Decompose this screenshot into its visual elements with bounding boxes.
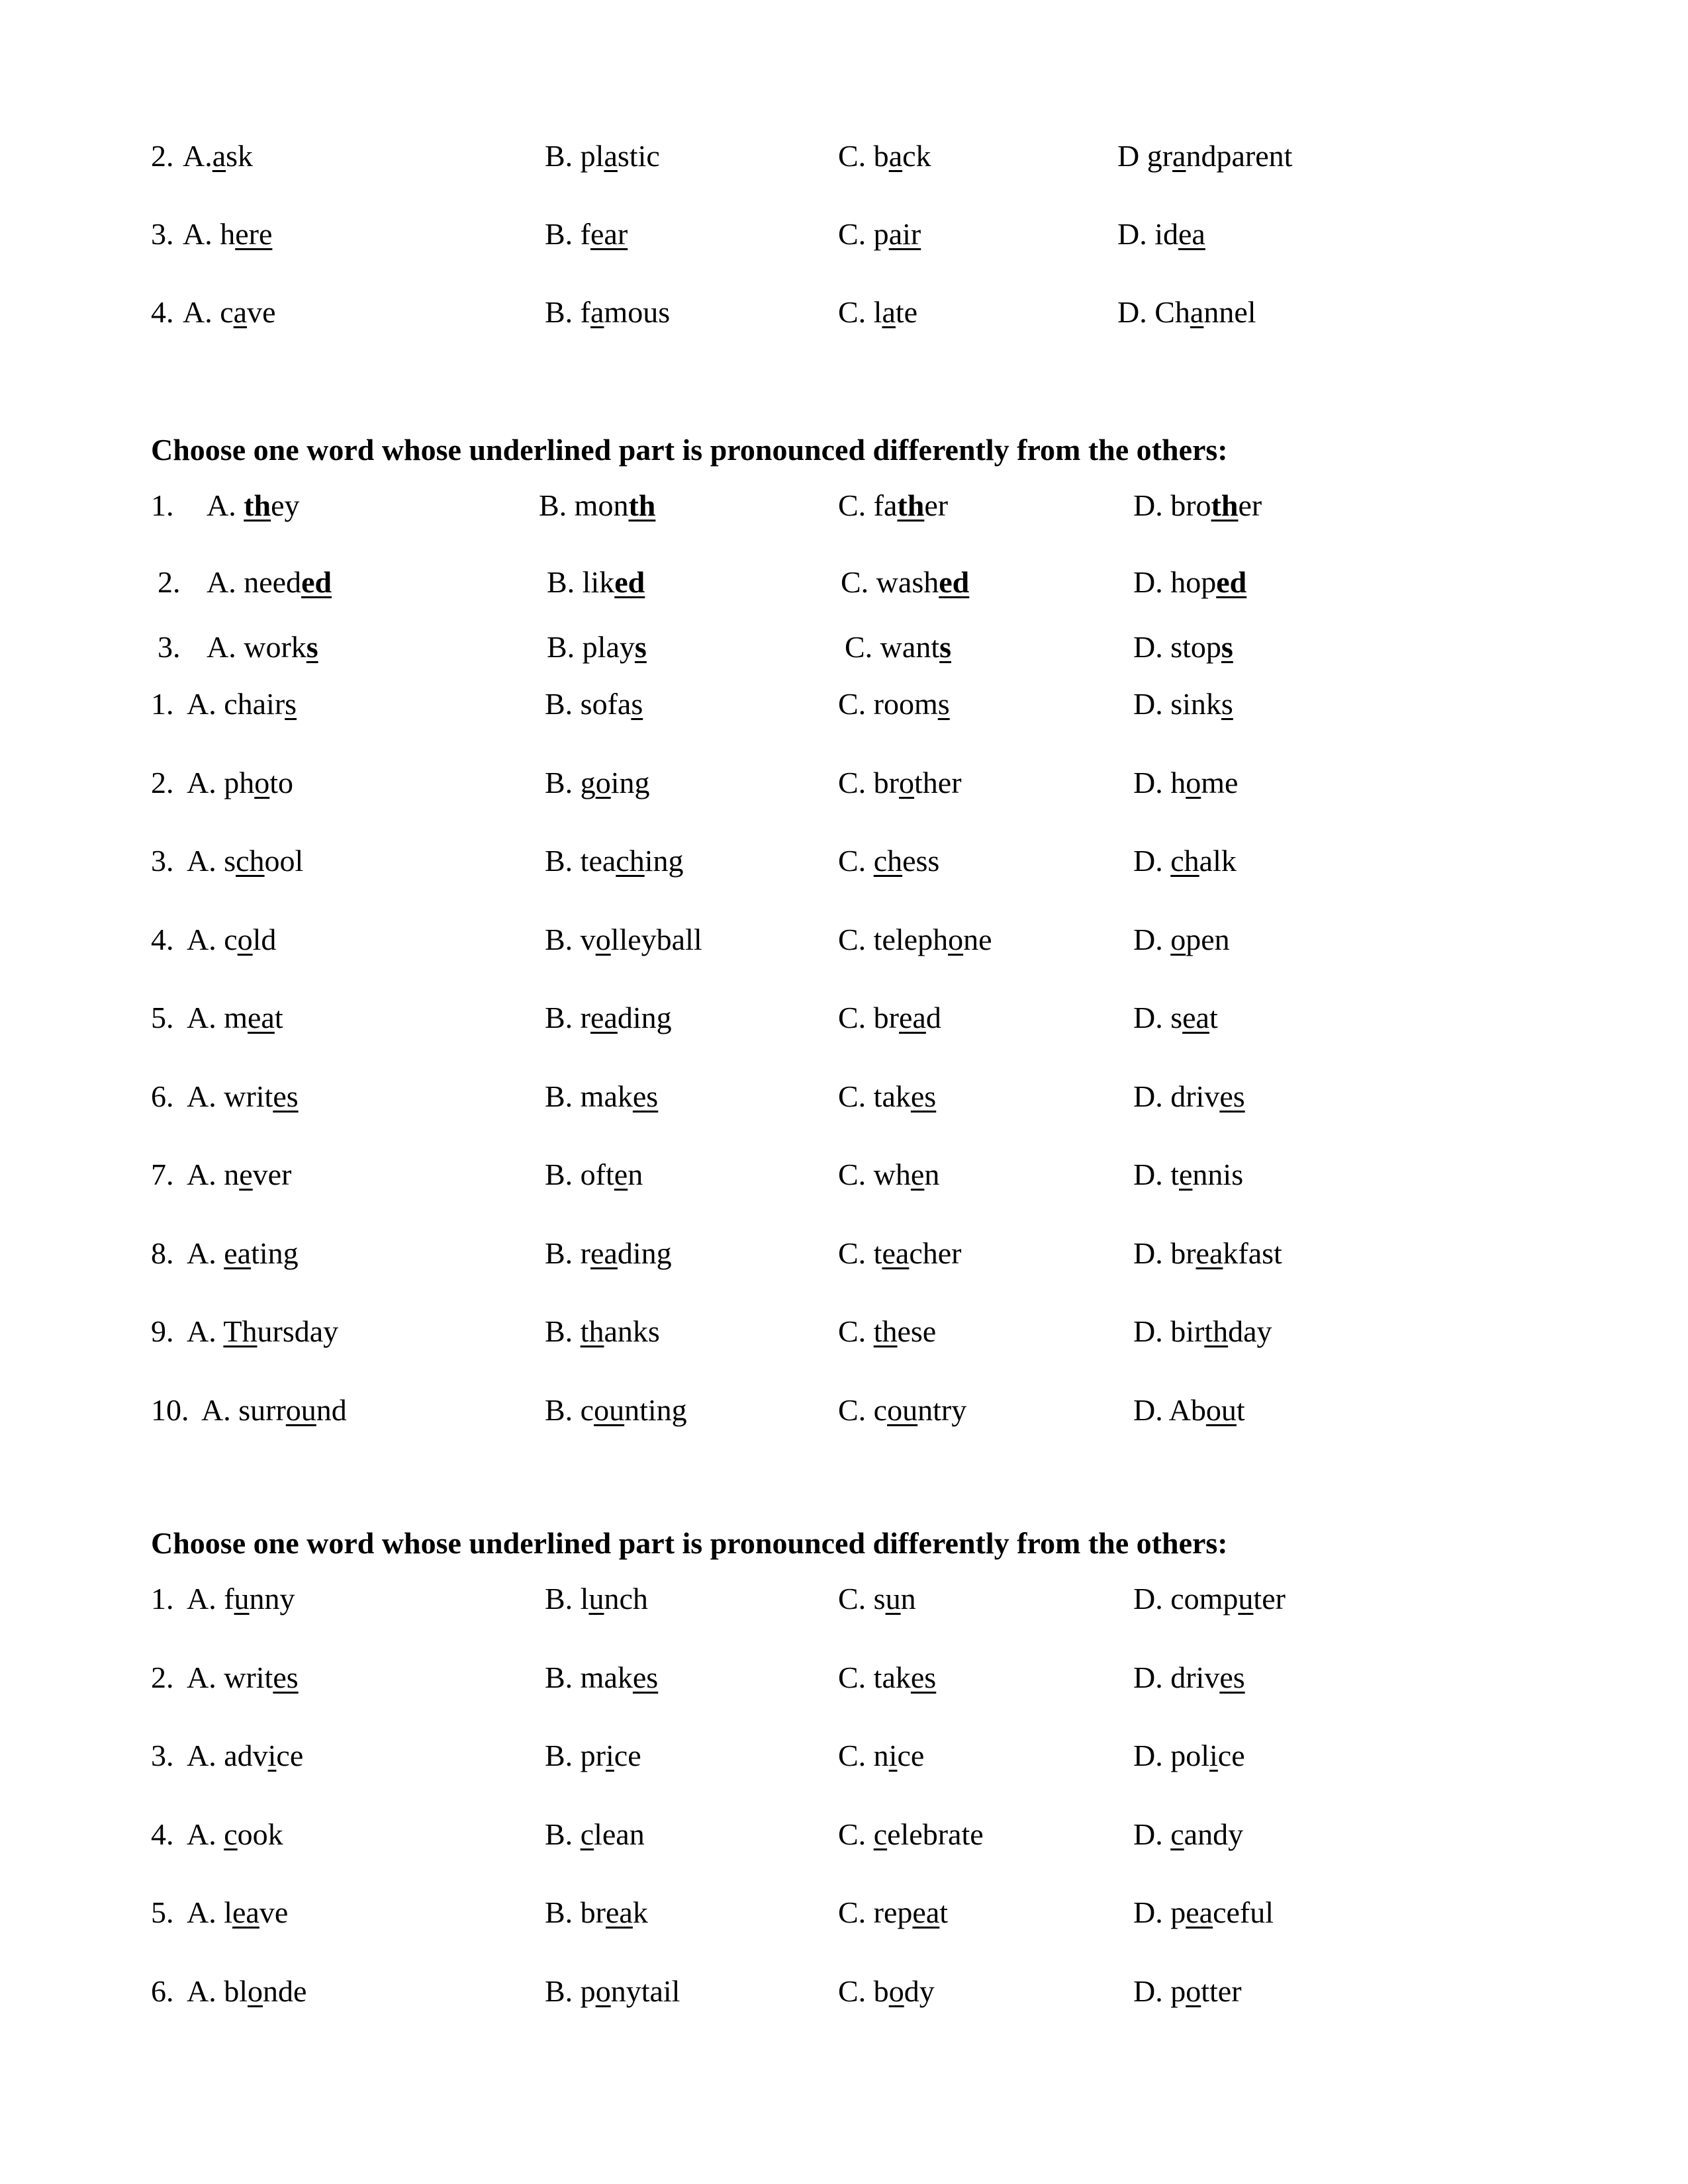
underlined-part: o	[899, 765, 914, 799]
answer-option: A. cold	[187, 922, 277, 956]
answer-option: B. volleyball	[545, 922, 702, 956]
underlined-part: ea	[1186, 1895, 1213, 1929]
answer-option: D. home	[1133, 765, 1239, 799]
underlined-part: s	[937, 687, 950, 721]
section-1-heading: Choose one word whose underlined part is pronounced differently from the others:	[151, 433, 1228, 467]
underlined-part: a	[882, 295, 896, 329]
answer-option: D. candy	[1133, 1817, 1244, 1851]
answer-option: C. when	[838, 1158, 940, 1191]
underlined-part: o	[1186, 1974, 1201, 2008]
underlined-part: ea	[1196, 1236, 1223, 1270]
underlined-part: o	[254, 765, 270, 799]
answer-option: A. advice	[187, 1739, 304, 1772]
answer-option: B. break	[545, 1895, 648, 1929]
question-number: 3.	[151, 1739, 174, 1772]
answer-option: C. rooms	[838, 687, 950, 721]
underlined-part: ou	[887, 1392, 918, 1427]
answer-option: B. clean	[545, 1817, 645, 1851]
answer-option: A. school	[187, 844, 304, 878]
underlined-part: e	[239, 1158, 253, 1191]
question-number: 2.	[151, 139, 174, 173]
answer-option: D. open	[1133, 922, 1230, 956]
answer-option: B. fear	[545, 217, 628, 251]
underlined-part: o	[948, 922, 964, 956]
answer-option: B. makes	[545, 1079, 659, 1113]
underlined-part: c	[224, 1817, 238, 1851]
answer-option: B. sofas	[545, 687, 643, 721]
underlined-part: s	[631, 687, 643, 721]
underlined-part: ed	[614, 565, 645, 599]
underlined-part: ea	[606, 1895, 633, 1929]
underlined-part: i	[606, 1739, 614, 1772]
question-row	[0, 1070, 1688, 1123]
question-row	[0, 913, 1688, 966]
question-row	[0, 1572, 1688, 1625]
answer-option: B. often	[545, 1158, 643, 1191]
underlined-part: ed	[301, 565, 332, 599]
underlined-part: a	[604, 139, 618, 173]
underlined-part: es	[910, 1660, 937, 1694]
underlined-part: c	[1170, 1817, 1184, 1851]
question-number: 5.	[151, 1001, 174, 1034]
question-row	[0, 756, 1688, 809]
question-number: 4.	[151, 922, 174, 956]
underlined-part: a	[1190, 295, 1204, 329]
underlined-part: a	[212, 139, 226, 173]
underlined-part: es	[273, 1660, 299, 1694]
answer-option: B. reading	[545, 1236, 672, 1270]
underlined-part: o	[1186, 765, 1201, 799]
underlined-part: e	[1179, 1158, 1193, 1191]
answer-option: A. needed	[207, 565, 332, 599]
underlined-part: o	[888, 1974, 904, 2008]
underlined-part: ou	[594, 1392, 625, 1427]
underlined-part: air	[888, 217, 921, 251]
answer-option: A. meat	[187, 1001, 283, 1034]
underlined-part: ed	[1216, 565, 1247, 599]
underlined-part: ea	[590, 1236, 618, 1270]
question-number: 1.	[151, 687, 174, 721]
answer-option: B. makes	[545, 1660, 659, 1694]
question-number: 1.	[151, 1582, 174, 1615]
answer-option: C. takes	[838, 1660, 937, 1694]
question-row	[0, 1384, 1688, 1437]
underlined-part: ch	[873, 844, 903, 878]
answer-option: D. tennis	[1133, 1158, 1244, 1191]
question-row	[0, 621, 1688, 674]
underlined-part: u	[885, 1582, 901, 1615]
underlined-part: ed	[939, 565, 970, 599]
answer-option: B. month	[539, 488, 656, 522]
answer-option: C. teacher	[838, 1236, 962, 1270]
answer-option: C. brother	[838, 765, 962, 799]
underlined-part: u	[588, 1582, 604, 1615]
underlined-part: u	[234, 1582, 250, 1615]
answer-option: C. washed	[841, 565, 970, 599]
answer-option: A. works	[207, 630, 318, 664]
underlined-part: ea	[232, 1895, 259, 1929]
answer-option: C. wants	[845, 630, 952, 664]
question-row	[0, 556, 1688, 609]
answer-option: A. they	[207, 488, 300, 522]
question-row	[0, 678, 1688, 731]
answer-option: D. sinks	[1133, 687, 1233, 721]
answer-option: B. teaching	[545, 844, 684, 878]
underlined-part: a	[888, 139, 903, 173]
question-row	[0, 1808, 1688, 1861]
answer-option: D. brother	[1133, 488, 1262, 522]
underlined-part: o	[595, 765, 611, 799]
answer-option: A. funny	[187, 1582, 295, 1615]
underlined-part: th	[873, 1314, 898, 1348]
answer-option: C. chess	[838, 844, 940, 878]
underlined-part: es	[910, 1079, 937, 1113]
underlined-part: ea	[248, 1001, 275, 1034]
answer-option: B. ponytail	[545, 1974, 680, 2008]
answer-option: A. leave	[187, 1895, 289, 1929]
question-row	[0, 286, 1688, 339]
answer-option: B. going	[545, 765, 650, 799]
answer-option: A. photo	[187, 765, 294, 799]
question-row	[0, 835, 1688, 887]
question-number: 9.	[151, 1314, 174, 1348]
underlined-part: ou	[285, 1392, 316, 1427]
underlined-part: es	[1219, 1660, 1245, 1694]
underlined-part: o	[1170, 922, 1186, 956]
underlined-part: ea	[1182, 1001, 1209, 1034]
underlined-part: th	[244, 488, 271, 522]
answer-option: B. price	[545, 1739, 641, 1772]
underlined-part: es	[1219, 1079, 1245, 1113]
answer-option: A. eating	[187, 1236, 299, 1270]
answer-option: D. police	[1133, 1739, 1245, 1772]
question-row	[0, 1965, 1688, 2018]
underlined-part: es	[273, 1079, 299, 1113]
answer-option: A. cook	[187, 1817, 283, 1851]
underlined-part: c	[580, 1817, 594, 1851]
question-number: 4.	[151, 1817, 174, 1851]
question-row	[0, 130, 1688, 183]
question-row	[0, 1651, 1688, 1704]
underlined-part: u	[1238, 1582, 1254, 1615]
answer-option: A. chairs	[187, 687, 297, 721]
answer-option: D. drives	[1133, 1660, 1245, 1694]
underlined-part: s	[306, 630, 318, 664]
answer-option: D. breakfast	[1133, 1236, 1282, 1270]
underlined-part: ea	[224, 1236, 252, 1270]
answer-option: C. bread	[838, 1001, 941, 1034]
underlined-part: ch	[616, 844, 645, 878]
answer-option: C. father	[838, 488, 949, 522]
underlined-part: ea	[899, 1001, 926, 1034]
underlined-part: a	[1172, 139, 1186, 173]
question-number: 2.	[158, 565, 181, 599]
answer-option: D. computer	[1133, 1582, 1286, 1615]
answer-option: D. About	[1133, 1392, 1245, 1427]
answer-option: C. pair	[838, 217, 921, 251]
question-number: 10.	[151, 1392, 189, 1427]
answer-option: B. thanks	[545, 1314, 660, 1348]
answer-option: D. potter	[1133, 1974, 1242, 2008]
answer-option: D. peaceful	[1133, 1895, 1274, 1929]
answer-option: D. hoped	[1133, 565, 1247, 599]
underlined-part: ear	[590, 217, 628, 251]
underlined-part: es	[632, 1660, 659, 1694]
answer-option: D. seat	[1133, 1001, 1218, 1034]
answer-option: C. takes	[838, 1079, 937, 1113]
underlined-part: s	[285, 687, 297, 721]
underlined-part: i	[267, 1739, 277, 1772]
question-number: 7.	[151, 1158, 174, 1191]
answer-option: C. celebrate	[838, 1817, 984, 1851]
underlined-part: e	[910, 1158, 925, 1191]
answer-option: C. late	[838, 295, 918, 329]
underlined-part: ch	[1170, 844, 1199, 878]
question-number: 3.	[158, 630, 181, 664]
underlined-part: o	[595, 1974, 611, 2008]
underlined-part: s	[1221, 630, 1233, 664]
answer-option: A.ask	[183, 139, 254, 173]
underlined-part: s	[634, 630, 647, 664]
underlined-part: th	[1204, 1314, 1229, 1348]
underlined-part: es	[632, 1079, 659, 1113]
answer-option: D. Channel	[1117, 295, 1256, 329]
answer-option: B. reading	[545, 1001, 672, 1034]
answer-option: C. nice	[838, 1739, 925, 1772]
answer-option: A. cave	[183, 295, 276, 329]
question-row	[0, 1305, 1688, 1358]
underlined-part: ea	[912, 1895, 940, 1929]
question-number: 1.	[151, 488, 174, 522]
underlined-part: o	[595, 922, 611, 956]
underlined-part: i	[1209, 1739, 1218, 1772]
answer-option: C. country	[838, 1392, 967, 1427]
question-number: 2.	[151, 765, 174, 799]
answer-option: B. famous	[545, 295, 671, 329]
answer-option: A. never	[187, 1158, 292, 1191]
answer-option: D. birthday	[1133, 1314, 1272, 1348]
underlined-part: ea	[1178, 217, 1205, 251]
answer-option: C. these	[838, 1314, 937, 1348]
underlined-part: th	[628, 488, 656, 522]
underlined-part: o	[237, 922, 253, 956]
answer-option: D. stops	[1133, 630, 1233, 664]
underlined-part: ou	[1205, 1392, 1237, 1427]
answer-option: B. counting	[545, 1392, 687, 1427]
answer-option: C. body	[838, 1974, 935, 2008]
question-number: 3.	[151, 844, 174, 878]
underlined-part: th	[580, 1314, 604, 1348]
question-row	[0, 479, 1688, 532]
question-number: 6.	[151, 1079, 174, 1113]
answer-option: C. telephone	[838, 922, 992, 956]
section-2-heading: Choose one word whose underlined part is pronounced differently from the others:	[151, 1526, 1228, 1560]
underlined-part: o	[248, 1974, 263, 2008]
underlined-part: s	[939, 630, 952, 664]
underlined-part: Th	[223, 1314, 258, 1348]
underlined-part: ea	[590, 1001, 618, 1034]
underlined-part: i	[888, 1739, 898, 1772]
underlined-part: th	[897, 488, 925, 522]
answer-option: C. back	[838, 139, 931, 173]
answer-option: B. plastic	[545, 139, 660, 173]
answer-option: A. writes	[187, 1079, 299, 1113]
underlined-part: a	[590, 295, 604, 329]
question-row	[0, 1886, 1688, 1939]
answer-option: D. drives	[1133, 1079, 1245, 1113]
answer-option: C. sun	[838, 1582, 916, 1615]
question-row	[0, 1148, 1688, 1201]
question-number: 6.	[151, 1974, 174, 2008]
underlined-part: s	[1221, 687, 1233, 721]
underlined-part: ere	[235, 217, 273, 251]
answer-option: A. here	[183, 217, 273, 251]
question-row	[0, 1227, 1688, 1280]
answer-option: C. repeat	[838, 1895, 949, 1929]
answer-option: D grandparent	[1117, 139, 1293, 173]
answer-option: D. idea	[1117, 217, 1205, 251]
answer-option: B. plays	[547, 630, 647, 664]
underlined-part: e	[614, 1158, 628, 1191]
question-row	[0, 208, 1688, 261]
answer-option: D. chalk	[1133, 844, 1237, 878]
question-number: 5.	[151, 1895, 174, 1929]
answer-option: A. Thursday	[187, 1314, 339, 1348]
question-number: 8.	[151, 1236, 174, 1270]
underlined-part: a	[233, 295, 248, 329]
question-row	[0, 1729, 1688, 1782]
answer-option: A. blonde	[187, 1974, 307, 2008]
answer-option: A. writes	[187, 1660, 299, 1694]
answer-option: B. liked	[547, 565, 645, 599]
underlined-part: th	[1211, 488, 1239, 522]
underlined-part: c	[873, 1817, 888, 1851]
answer-option: B. lunch	[545, 1582, 648, 1615]
question-number: 4.	[151, 295, 174, 329]
underlined-part: ea	[882, 1236, 910, 1270]
question-row	[0, 991, 1688, 1044]
question-number: 2.	[151, 1660, 174, 1694]
underlined-part: ch	[236, 844, 265, 878]
question-number: 3.	[151, 217, 174, 251]
answer-option: A. surround	[201, 1392, 347, 1427]
